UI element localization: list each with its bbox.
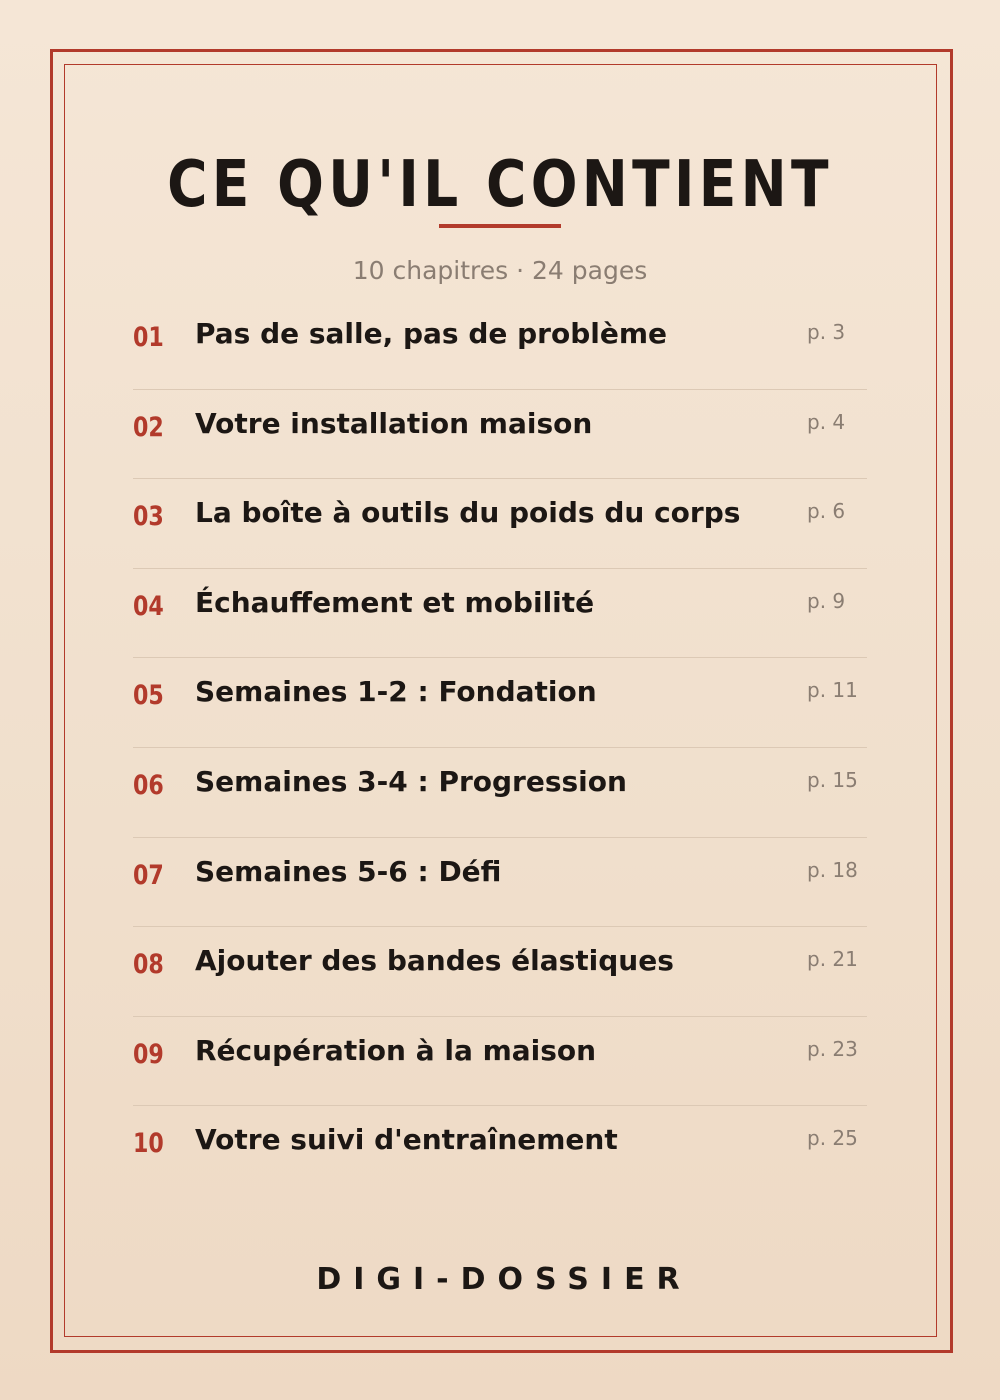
- title-underline: [439, 224, 561, 228]
- chapter-number: 02: [133, 411, 164, 443]
- chapter-title: Semaines 1-2 : Fondation: [195, 675, 597, 709]
- chapter-number: 09: [133, 1038, 164, 1070]
- page-title: CE QU'IL CONTIENT: [167, 148, 833, 222]
- toc-item[interactable]: [133, 838, 867, 928]
- toc-item[interactable]: [133, 748, 867, 838]
- chapter-page: p. 15: [807, 767, 858, 792]
- chapter-number: 08: [133, 949, 164, 981]
- toc-item[interactable]: [133, 1017, 867, 1107]
- table-of-contents: [133, 300, 867, 1195]
- chapter-page: p. 9: [807, 588, 846, 613]
- chapter-title: Échauffement et mobilité: [195, 585, 595, 619]
- toc-item[interactable]: [133, 390, 867, 480]
- chapter-title: Pas de salle, pas de problème: [195, 317, 668, 350]
- toc-item[interactable]: [133, 658, 867, 748]
- brand-name: DIGI-DOSSIER: [316, 1262, 692, 1297]
- chapter-title: Votre suivi d'entraînement: [195, 1123, 618, 1157]
- chapter-title: La boîte à outils du poids du corps: [195, 496, 741, 530]
- chapter-page: p. 18: [807, 857, 858, 882]
- chapter-page: p. 21: [807, 947, 858, 972]
- chapter-number: 07: [133, 859, 164, 891]
- chapter-page: p. 11: [807, 678, 858, 703]
- chapter-page: p. 3: [807, 320, 846, 344]
- toc-item[interactable]: [133, 1106, 867, 1195]
- chapter-title: Récupération à la maison: [195, 1033, 597, 1067]
- chapter-number: 06: [133, 769, 164, 801]
- chapter-title: Votre installation maison: [195, 406, 593, 440]
- chapter-title: Semaines 5-6 : Défi: [195, 854, 502, 888]
- chapter-number: 01: [133, 322, 164, 353]
- page-subtitle: 10 chapitres · 24 pages: [352, 256, 648, 285]
- chapter-title: Semaines 3-4 : Progression: [195, 764, 627, 798]
- toc-item[interactable]: [133, 927, 867, 1017]
- chapter-page: p. 4: [807, 409, 846, 434]
- chapter-page: p. 6: [807, 499, 846, 524]
- toc-item[interactable]: [133, 300, 867, 390]
- chapter-title: Ajouter des bandes élastiques: [195, 944, 674, 978]
- chapter-number: 03: [133, 501, 164, 533]
- toc-item[interactable]: [133, 569, 867, 659]
- chapter-page: p. 23: [807, 1036, 858, 1061]
- toc-item[interactable]: [133, 479, 867, 569]
- chapter-number: 05: [133, 680, 164, 712]
- chapter-page: p. 25: [807, 1126, 858, 1151]
- chapter-number: 04: [133, 590, 164, 622]
- chapter-number: 10: [133, 1128, 164, 1160]
